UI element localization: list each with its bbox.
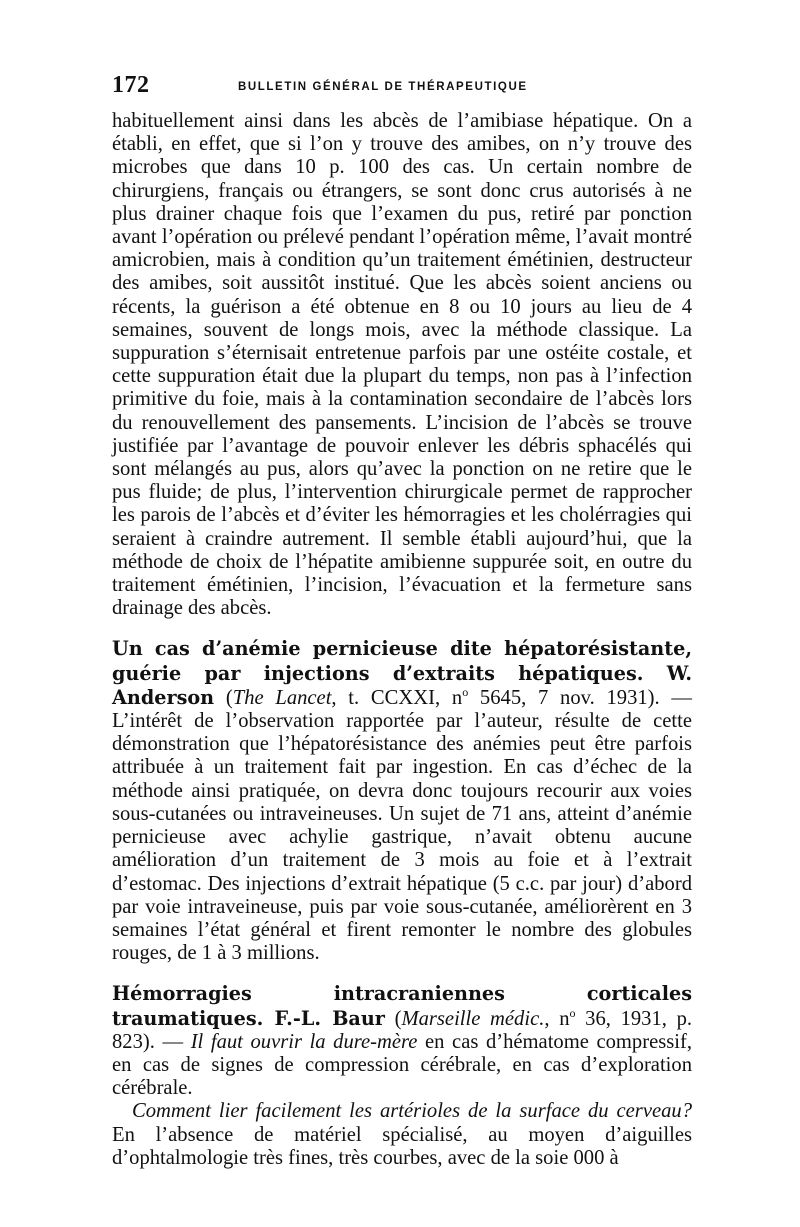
entry-open-paren: ( xyxy=(394,1007,402,1030)
entry-title: Hémorragies intracraniennes corticales traumatiques. F.-L. Baur xyxy=(112,982,692,1030)
entry-italic-question: Comment lier facilement les artérioles de la surface du cerveau? xyxy=(132,1100,692,1123)
entry-reference-a: , t. CCXXI, n xyxy=(331,686,463,709)
intro-paragraph: habituellement ainsi dans les abcès de l’amibiase hépatique. On a établi, en effet, que si l’on y trouve des amibes, on n’y trouve des microbes que dans 10 p. 100 des cas. Un certain nombre de chirurgiens, français ou étrangers, se sont donc crus autorisés à ne plus drainer chaque fois que l’examen du pus, retiré par ponction avant l’opération ou prélevé pendant l’opération même, l’avait montré amicrobien, mais à condition qu’un traitement émétinien, destructeur des amibes, soit aussitôt institué. Que les abcès soient anciens ou récents, la guérison a été obtenue en 8 ou 10 jours au lieu de 4 semaines, souvent de longs mois, avec la méthode classique. La suppuration s’éternisait entretenue parfois par une ostéite costale, et cette suppuration était due la plupart du temps, non pas à l’infection primitive du foie, mais à la contamination secondaire de l’abcès lors du renouvellement des pansements. L’incision de l’abcès se trouve justifiée par l’avantage de pouvoir enlever les débris sphacélés qui sont mélangés au pus, alors qu’avec la ponction on ne retire que le pus fluide; de plus, l’intervention chirurgicale permet de rapprocher les parois de l’abcès et d’éviter les hémorragies et les cholérragies qui seraient à craindre autrement. Il semble établi aujourd’hui, que la méthode de choix de l’hépatite amibienne suppurée soit, en outre du traitement émétinien, l’incision, l’évacuation et la fermeture sans drainage des abcès. xyxy=(112,110,692,620)
entry-reference-b: 5645, 7 nov. 1931). xyxy=(468,686,660,709)
entry-text: en cas d’hématome compressif, en cas de signes de compression cérébrale, en cas d’exploration cérébrale. xyxy=(112,1030,692,1100)
page xyxy=(112,72,692,1170)
running-head: BULLETIN GÉNÉRAL DE THÉRAPEUTIQUE xyxy=(238,81,528,93)
entry-dash: — xyxy=(162,1030,184,1053)
entry-title: Un cas d’anémie pernicieuse dite hépatorésistante, guérie par injections d’extraits hépatiques. W. Anderson xyxy=(112,637,692,709)
entry-journal: The Lancet xyxy=(232,686,332,709)
abstract-entry-hemorrhage xyxy=(112,982,692,1170)
page-header xyxy=(112,72,692,106)
entry-italic-statement: Il faut ouvrir la dure-mère xyxy=(190,1030,418,1053)
abstract-entry-anemia xyxy=(112,637,692,965)
entry-reference-sup: o xyxy=(462,685,469,700)
entry-journal: Marseille médic. xyxy=(401,1007,545,1030)
entry-reference-a: , n xyxy=(544,1007,570,1030)
entry-open-paren: ( xyxy=(225,686,233,709)
entry-text: En l’absence de matériel spécialisé, au moyen d’aiguilles d’ophtalmologie très fines, très courbes, avec de la soie 000 à xyxy=(112,1123,692,1169)
page-number: 172 xyxy=(112,72,150,98)
entry-reference-b: 36, 1931, p. 823). xyxy=(112,1007,693,1053)
entry-reference-sup: o xyxy=(569,1005,576,1020)
entry-text: — L’intérêt de l’observation rapportée par l’auteur, résulte de cette démonstration que l’hépatorésistance des anémies peut être parfois attribuée à un traitement fait par ingestion. En cas d’échec de la méthode ainsi pratiquée, on devra donc toujours recourir aux voies sous-cutanées ou intraveineuses. Un sujet de 71 ans, atteint d’anémie pernicieuse avec achylie gastrique, n’avait obtenu aucune amélioration d’un traitement de 3 mois au foie et à l’extrait d’estomac. Des injections d’extrait hépatique (5 c.c. par jour) d’abord par voie intraveineuse, puis par voie sous-cutanée, améliorèrent en 3 semaines l’état général et firent remonter le nombre des globules rouges, de 1 à 3 millions. xyxy=(112,686,693,965)
